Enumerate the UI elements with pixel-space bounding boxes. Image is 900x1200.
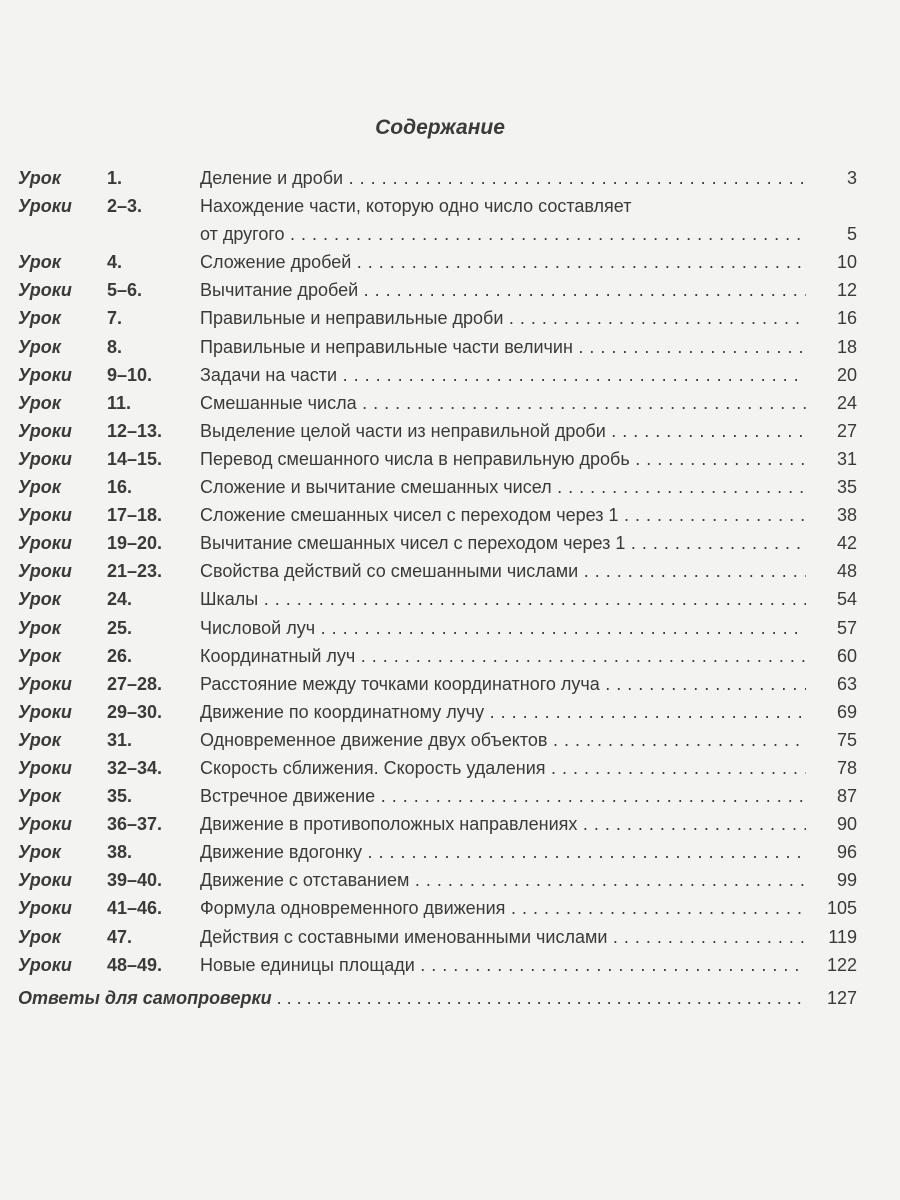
page-number: 42 bbox=[836, 533, 857, 554]
lesson-number: 12–13. bbox=[107, 420, 163, 441]
lesson-label: Урок bbox=[18, 168, 61, 188]
lesson-title: Движение в противоположных направлениях bbox=[200, 814, 578, 835]
lesson-title: Шкалы bbox=[200, 589, 259, 610]
lesson-label: Урок bbox=[18, 392, 61, 413]
lesson-title: Сложение и вычитание смешанных чисел bbox=[200, 477, 552, 498]
page-number: 27 bbox=[836, 420, 857, 441]
toc-entry[interactable] bbox=[0, 529, 900, 557]
toc-entry[interactable] bbox=[0, 838, 900, 866]
lesson-number: 7. bbox=[107, 308, 123, 329]
lesson-number: 17–18. bbox=[107, 505, 163, 526]
toc-entry[interactable] bbox=[0, 361, 900, 389]
page-number: 90 bbox=[836, 814, 857, 835]
toc-entry[interactable] bbox=[0, 585, 900, 613]
answers-page: 127 bbox=[826, 988, 857, 1008]
toc-entry[interactable] bbox=[0, 894, 900, 922]
lesson-label: Урок bbox=[18, 589, 61, 610]
lesson-number: 41–46. bbox=[107, 898, 163, 919]
lesson-number: 19–20. bbox=[107, 533, 163, 554]
page-number: 119 bbox=[828, 926, 857, 947]
page-number: 57 bbox=[836, 617, 857, 638]
toc-entry[interactable] bbox=[0, 164, 900, 192]
lesson-number: 2–3. bbox=[107, 196, 143, 217]
lesson-label: Урок bbox=[18, 842, 61, 863]
toc-entry[interactable] bbox=[0, 866, 900, 894]
page-number: 122 bbox=[826, 954, 857, 975]
lesson-title: Новые единицы площади bbox=[200, 954, 415, 975]
lesson-number: 32–34. bbox=[107, 757, 163, 778]
page-number: 60 bbox=[836, 645, 857, 666]
toc-entry[interactable] bbox=[0, 810, 900, 838]
lesson-title: Скорость сближения. Скорость удаления bbox=[200, 757, 546, 778]
toc-entry[interactable] bbox=[0, 726, 900, 754]
lesson-label: Урок bbox=[18, 786, 61, 807]
toc-entry[interactable] bbox=[0, 220, 900, 248]
page-title: Содержание bbox=[375, 116, 505, 139]
page-number: 75 bbox=[836, 729, 857, 750]
lesson-title: Действия с составными именованными числами bbox=[200, 926, 608, 947]
toc-entry[interactable] bbox=[0, 698, 900, 726]
lesson-number: 35. bbox=[107, 786, 133, 807]
page-number: 38 bbox=[836, 505, 857, 526]
lesson-number: 14–15. bbox=[107, 448, 163, 469]
page-number: 10 bbox=[836, 252, 857, 273]
lesson-label: Уроки bbox=[18, 757, 72, 778]
lesson-title: Правильные и неправильные дроби bbox=[200, 308, 504, 329]
lesson-title: Движение вдогонку bbox=[200, 842, 362, 863]
lesson-title: Перевод смешанного числа в неправильную дробь bbox=[200, 448, 630, 469]
lesson-title: Формула одновременного движения bbox=[200, 898, 506, 919]
lesson-label: Уроки bbox=[18, 954, 72, 975]
lesson-label: Уроки bbox=[18, 505, 72, 526]
lesson-title: Сложение смешанных чисел с переходом через 1 bbox=[200, 505, 619, 526]
page-number: 99 bbox=[836, 870, 857, 891]
page-number: 24 bbox=[836, 392, 857, 413]
lesson-number: 24. bbox=[107, 589, 133, 610]
page-number: 18 bbox=[836, 336, 857, 357]
lesson-title: Смешанные числа bbox=[200, 392, 357, 413]
lesson-title: Свойства действий со смешанными числами bbox=[200, 561, 579, 582]
page-number: 16 bbox=[836, 308, 857, 329]
lesson-number: 21–23. bbox=[107, 561, 163, 582]
lesson-title: Вычитание смешанных чисел с переходом через 1 bbox=[200, 533, 626, 554]
lesson-label: Уроки bbox=[18, 280, 72, 301]
lesson-title: Сложение дробей bbox=[200, 252, 352, 273]
page-number: 87 bbox=[836, 786, 857, 807]
page-number: 105 bbox=[826, 898, 857, 919]
lesson-label: Урок bbox=[18, 645, 61, 666]
lesson-label: Уроки bbox=[18, 420, 72, 441]
lesson-title: Задачи на части bbox=[200, 364, 338, 385]
toc-entry[interactable] bbox=[0, 276, 900, 304]
lesson-title: Встречное движение bbox=[200, 786, 376, 807]
toc-entry[interactable] bbox=[0, 614, 900, 642]
table-of-contents bbox=[0, 164, 900, 979]
page-number: 3 bbox=[846, 168, 857, 188]
lesson-number: 26. bbox=[107, 645, 133, 666]
toc-entry[interactable] bbox=[0, 754, 900, 782]
page-number: 35 bbox=[836, 477, 857, 498]
lesson-label: Уроки bbox=[18, 673, 72, 694]
toc-entry[interactable] bbox=[0, 501, 900, 529]
page-number: 12 bbox=[836, 280, 857, 301]
lesson-title: Вычитание дробей bbox=[200, 280, 359, 301]
toc-entry[interactable] bbox=[0, 782, 900, 810]
toc-entry[interactable] bbox=[0, 951, 900, 979]
lesson-title: Нахождение части, которую одно число составляет bbox=[200, 196, 632, 217]
lesson-number: 31. bbox=[107, 729, 133, 750]
toc-entry[interactable] bbox=[0, 333, 900, 361]
lesson-number: 36–37. bbox=[107, 814, 163, 835]
lesson-label: Уроки bbox=[18, 196, 72, 217]
lesson-title: от другого bbox=[200, 224, 285, 245]
lesson-number: 4. bbox=[107, 252, 123, 273]
page-number: 78 bbox=[836, 757, 857, 778]
lesson-label: Уроки bbox=[18, 870, 72, 891]
page-number: 48 bbox=[836, 561, 857, 582]
toc-entry[interactable] bbox=[0, 670, 900, 698]
lesson-title: Движение с отставанием bbox=[200, 870, 410, 891]
lesson-number: 16. bbox=[107, 477, 133, 498]
lesson-number: 39–40. bbox=[107, 870, 163, 891]
page-number: 5 bbox=[846, 224, 857, 245]
lesson-title: Выделение целой части из неправильной дроби bbox=[200, 420, 606, 441]
lesson-number: 29–30. bbox=[107, 701, 163, 722]
page-number: 54 bbox=[836, 589, 857, 610]
lesson-title: Числовой луч bbox=[200, 617, 316, 638]
toc-entry-answers[interactable] bbox=[0, 984, 900, 1012]
lesson-label: Уроки bbox=[18, 364, 72, 385]
lesson-label: Урок bbox=[18, 926, 61, 947]
lesson-title: Расстояние между точками координатного луча bbox=[200, 673, 600, 694]
lesson-title: Координатный луч bbox=[200, 645, 356, 666]
lesson-label: Урок bbox=[18, 729, 61, 750]
lesson-number: 8. bbox=[107, 336, 123, 357]
lesson-number: 38. bbox=[107, 842, 133, 863]
lesson-number: 25. bbox=[107, 617, 133, 638]
page-number: 63 bbox=[836, 673, 857, 694]
lesson-label: Урок bbox=[18, 308, 61, 329]
lesson-number: 48–49. bbox=[107, 954, 163, 975]
toc-entry[interactable] bbox=[0, 642, 900, 670]
page-number: 96 bbox=[836, 842, 857, 863]
toc-entry[interactable] bbox=[0, 557, 900, 585]
toc-entry[interactable] bbox=[0, 417, 900, 445]
toc-entry[interactable] bbox=[0, 248, 900, 276]
lesson-label: Урок bbox=[18, 617, 61, 638]
lesson-title: Движение по координатному лучу bbox=[200, 701, 485, 722]
lesson-number: 1. bbox=[107, 168, 123, 188]
lesson-label: Урок bbox=[18, 477, 61, 498]
lesson-label: Уроки bbox=[18, 561, 72, 582]
lesson-label: Уроки bbox=[18, 533, 72, 554]
lesson-number: 47. bbox=[107, 926, 133, 947]
lesson-label: Уроки bbox=[18, 701, 72, 722]
toc-entry[interactable] bbox=[0, 445, 900, 473]
lesson-number: 5–6. bbox=[107, 280, 143, 301]
lesson-title: Одновременное движение двух объектов bbox=[200, 729, 548, 750]
lesson-title: Деление и дроби bbox=[200, 168, 344, 188]
toc-entry[interactable] bbox=[0, 389, 900, 417]
lesson-label: Урок bbox=[18, 252, 61, 273]
toc-entry[interactable] bbox=[0, 304, 900, 332]
lesson-title: Правильные и неправильные части величин bbox=[200, 336, 573, 357]
lesson-label: Уроки bbox=[18, 448, 72, 469]
lesson-label: Урок bbox=[18, 336, 61, 357]
page-number: 31 bbox=[836, 448, 857, 469]
lesson-number: 9–10. bbox=[107, 364, 153, 385]
toc-entry[interactable] bbox=[0, 192, 900, 220]
lesson-label: Уроки bbox=[18, 898, 72, 919]
toc-entry[interactable] bbox=[0, 923, 900, 951]
lesson-label: Уроки bbox=[18, 814, 72, 835]
lesson-number: 11. bbox=[107, 392, 132, 413]
page-number: 20 bbox=[836, 364, 857, 385]
lesson-number: 27–28. bbox=[107, 673, 163, 694]
answers-label: Ответы для самопроверки bbox=[18, 988, 272, 1008]
toc-entry[interactable] bbox=[0, 473, 900, 501]
page-number: 69 bbox=[836, 701, 857, 722]
